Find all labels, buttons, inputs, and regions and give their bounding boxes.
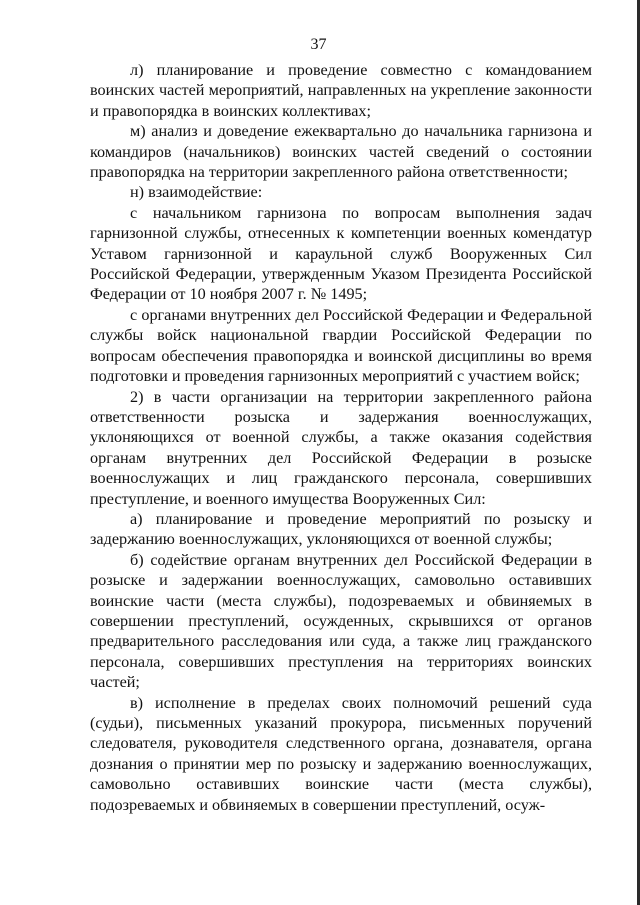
paragraph-m: м) анализ и доведение ежеквартально до начальника гарнизона и командиров (начальников) воинских частей сведений о состоянии правопорядка на территории закрепленного района ответственности;: [90, 122, 592, 182]
paragraph-garrison-chief: с начальником гарнизона по вопросам выполнения задач гарнизонной службы, отнесенных к компетенции военных комендатур Уставом гарнизонной и караульной служб Вооруженных Сил Российской Федерации, утвержденным Указом Президента Российской Федерации от 10 ноября 2007 г. № 1495;: [90, 203, 592, 304]
paragraph-internal-affairs: с органами внутренних дел Российской Федерации и Федеральной службы войск национальной гвардии Российской Федерации по вопросам обеспечения правопорядка и воинской дисциплины во время подготовки и проведения гарнизонных мероприятий с участием войск;: [90, 305, 592, 386]
paragraph-v: в) исполнение в пределах своих полномочий решений суда (судьи), письменных указаний прокурора, письменных поручений следователя, руководителя следственного органа, дознавателя, органа дознания о принятии мер по розыску и задержанию военнослужащих, самовольно оставивших воинские части (места службы), подозреваемых и обвиняемых в совершении преступлений, осуж-: [90, 693, 592, 814]
paragraph-2: 2) в части организации на территории закрепленного района ответственности розыска и задержания военнослужащих, уклоняющихся от военной службы, а также оказания содействия органам внутренних дел Российской Федерации в розыске военнослужащих и лиц гражданского персонала, совершивших преступление, и военного имущества Вооруженных Сил:: [90, 387, 592, 508]
page-number: 37: [310, 36, 327, 53]
paragraph-n: н) взаимодействие:: [130, 183, 263, 202]
paragraph-a: а) планирование и проведение мероприятий по розыску и задержанию военнослужащих, уклоняющихся от военной службы;: [90, 509, 592, 549]
document-body: [90, 60, 592, 815]
paragraph-b: б) содействие органам внутренних дел Российской Федерации в розыске и задержании военнослужащих, самовольно оставивших воинские части (места службы), подозреваемых и обвиняемых в совершении преступлений, осужденных, скрывшихся от органов предварительного расследования или суда, а также лиц гражданского персонала, совершивших преступления на территориях воинских частей;: [90, 550, 592, 692]
paragraph-l: л) планирование и проведение совместно с командованием воинских частей мероприятий, направленных на укрепление законности и правопорядка в воинских коллективах;: [90, 61, 592, 120]
